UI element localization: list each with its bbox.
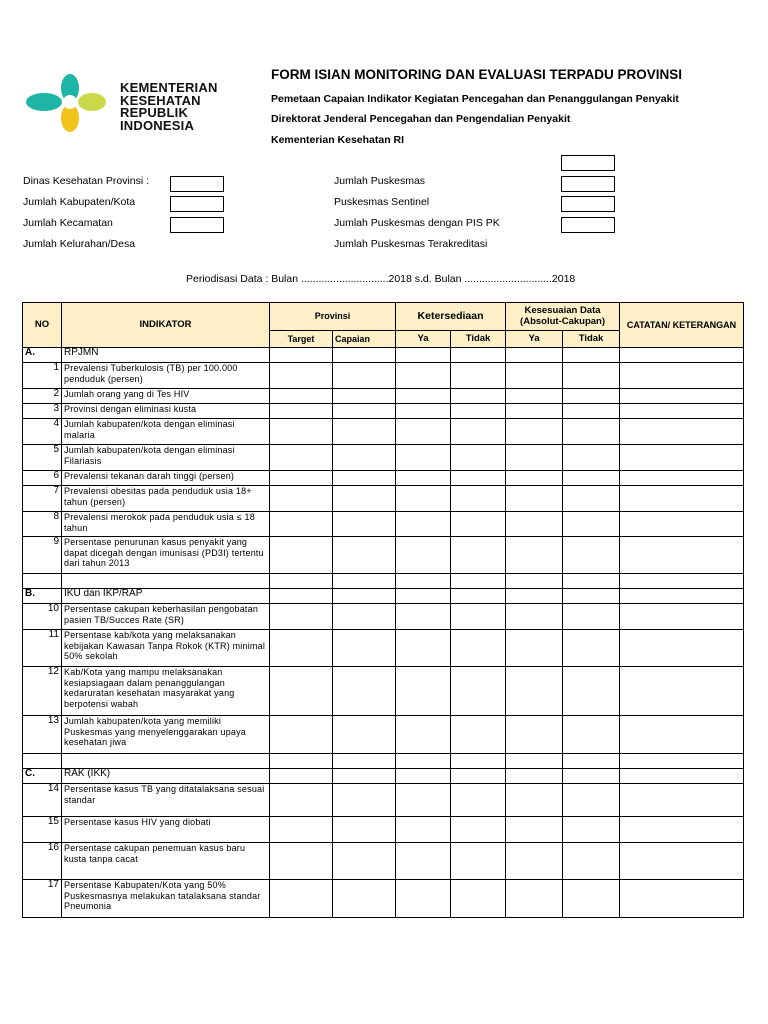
- spacer-row: [23, 574, 744, 589]
- table-row: [23, 843, 744, 880]
- tidak-cell[interactable]: [563, 604, 620, 630]
- section-title: IKU dan IKP/RAP: [62, 589, 270, 604]
- tidak-cell[interactable]: [563, 419, 620, 445]
- ya-cell[interactable]: [506, 667, 563, 716]
- catatan-cell[interactable]: [620, 769, 744, 784]
- col-ketersediaan: Ketersediaan: [396, 303, 506, 331]
- indicator-table: [22, 302, 744, 918]
- target-cell[interactable]: [270, 769, 333, 784]
- target-cell[interactable]: [270, 348, 333, 363]
- section-row: [23, 769, 744, 784]
- row-no: 3: [23, 404, 62, 419]
- row-indicator: Persentase cakupan keberhasilan pengobatan pasien TB/Succes Rate (SR): [62, 604, 270, 630]
- tidak-cell[interactable]: [451, 363, 506, 389]
- ya-cell[interactable]: [506, 363, 563, 389]
- row-no: 10: [23, 604, 62, 630]
- tidak-cell[interactable]: [451, 404, 506, 419]
- col-provinsi: Provinsi: [270, 303, 396, 331]
- ya-cell[interactable]: [396, 817, 451, 843]
- kelurahan-label: Jumlah Kelurahan/Desa: [23, 238, 136, 250]
- table-row: [23, 630, 744, 667]
- target-cell[interactable]: [270, 880, 333, 918]
- target-cell[interactable]: [270, 419, 333, 445]
- row-indicator: Persentase kab/kota yang melaksanakan kebijakan Kawasan Tanpa Rokok (KTR) minimal 50% sekolah: [62, 630, 270, 667]
- capaian-cell[interactable]: [333, 445, 396, 471]
- subtitle-line-1: Pemetaan Capaian Indikator Kegiatan Pencegahan dan Penanggulangan Penyakit: [271, 93, 679, 105]
- ya-cell[interactable]: [506, 589, 563, 604]
- catatan-cell[interactable]: [620, 471, 744, 486]
- kabkota-field[interactable]: [170, 196, 224, 212]
- table-row: [23, 389, 744, 404]
- logo-line: KESEHATAN: [120, 92, 201, 108]
- period-line: Periodisasi Data : Bulan ..............................2018 s.d. Bulan ..............................2018: [186, 273, 576, 285]
- tidak-cell[interactable]: [563, 486, 620, 512]
- ya-cell[interactable]: [506, 486, 563, 512]
- ya-cell[interactable]: [396, 667, 451, 716]
- catatan-cell[interactable]: [620, 404, 744, 419]
- col-capaian: Capaian: [333, 331, 396, 348]
- target-cell[interactable]: [270, 843, 333, 880]
- extra-field[interactable]: [561, 155, 615, 171]
- ya-cell[interactable]: [506, 880, 563, 918]
- tidak-cell[interactable]: [563, 589, 620, 604]
- table-row: [23, 817, 744, 843]
- ya-cell[interactable]: [396, 784, 451, 817]
- section-no: A.: [23, 348, 62, 363]
- ya-cell[interactable]: [396, 471, 451, 486]
- capaian-cell[interactable]: [333, 404, 396, 419]
- form-title: FORM ISIAN MONITORING DAN EVALUASI TERPADU PROVINSI: [271, 67, 683, 82]
- tidak-cell[interactable]: [451, 784, 506, 817]
- target-cell[interactable]: [270, 486, 333, 512]
- dinas-label: Dinas Kesehatan Provinsi :: [23, 175, 150, 187]
- ya-cell[interactable]: [506, 817, 563, 843]
- capaian-cell[interactable]: [333, 784, 396, 817]
- tidak-cell[interactable]: [563, 880, 620, 918]
- table-row: [23, 486, 744, 512]
- ya-cell[interactable]: [396, 445, 451, 471]
- target-cell[interactable]: [270, 589, 333, 604]
- ya-cell[interactable]: [506, 419, 563, 445]
- tidak-cell[interactable]: [563, 512, 620, 537]
- row-indicator: Persentase kasus TB yang ditatalaksana sesuai standar: [62, 784, 270, 817]
- capaian-cell[interactable]: [333, 348, 396, 363]
- ya-cell[interactable]: [506, 784, 563, 817]
- tidak-cell[interactable]: [563, 363, 620, 389]
- ya-cell[interactable]: [396, 363, 451, 389]
- row-indicator: Prevalensi Tuberkulosis (TB) per 100.000 penduduk (persen): [62, 363, 270, 389]
- tidak-cell[interactable]: [563, 843, 620, 880]
- puskesmas-label: Jumlah Puskesmas: [334, 175, 426, 187]
- target-cell[interactable]: [270, 716, 333, 754]
- capaian-cell[interactable]: [333, 769, 396, 784]
- row-no: 13: [23, 716, 62, 754]
- ya-cell[interactable]: [396, 419, 451, 445]
- capaian-cell[interactable]: [333, 716, 396, 754]
- catatan-cell[interactable]: [620, 880, 744, 918]
- sentinel-label: Puskesmas Sentinel: [334, 196, 430, 208]
- col-no: NO: [23, 303, 62, 348]
- capaian-cell[interactable]: [333, 512, 396, 537]
- ya-cell[interactable]: [396, 880, 451, 918]
- ya-cell[interactable]: [506, 716, 563, 754]
- tidak-cell[interactable]: [451, 348, 506, 363]
- kecamatan-label: Jumlah Kecamatan: [23, 217, 113, 229]
- row-no: 8: [23, 512, 62, 537]
- logo-line: INDONESIA: [120, 117, 195, 133]
- tidak-cell[interactable]: [451, 716, 506, 754]
- logo-wordmark: [120, 82, 218, 132]
- catatan-cell[interactable]: [620, 537, 744, 574]
- section-no: C.: [23, 769, 62, 784]
- tidak-cell[interactable]: [451, 389, 506, 404]
- capaian-cell[interactable]: [333, 667, 396, 716]
- tidak-cell[interactable]: [451, 419, 506, 445]
- ya-cell[interactable]: [506, 471, 563, 486]
- col-tidak-kesesuaian: Tidak: [563, 331, 620, 348]
- row-indicator: Jumlah kabupaten/kota dengan eliminasi malaria: [62, 419, 270, 445]
- tidak-cell[interactable]: [563, 716, 620, 754]
- target-cell[interactable]: [270, 817, 333, 843]
- row-indicator: Jumlah kabupaten/kota dengan eliminasi Filariasis: [62, 445, 270, 471]
- catatan-cell[interactable]: [620, 716, 744, 754]
- tidak-cell[interactable]: [451, 667, 506, 716]
- tidak-cell[interactable]: [451, 604, 506, 630]
- catatan-cell[interactable]: [620, 630, 744, 667]
- ya-cell[interactable]: [506, 348, 563, 363]
- akreditasi-label: Jumlah Puskesmas Terakreditasi: [334, 238, 488, 250]
- row-no: 17: [23, 880, 62, 918]
- table-row: [23, 404, 744, 419]
- table-row: [23, 667, 744, 716]
- col-ya-ketersediaan: Ya: [396, 331, 451, 348]
- col-target: Target: [270, 331, 333, 348]
- catatan-cell[interactable]: [620, 817, 744, 843]
- table-row: [23, 604, 744, 630]
- ya-cell[interactable]: [396, 769, 451, 784]
- target-cell[interactable]: [270, 404, 333, 419]
- table-row: [23, 880, 744, 918]
- target-cell[interactable]: [270, 363, 333, 389]
- pispk-field[interactable]: [561, 217, 615, 233]
- target-cell[interactable]: [270, 630, 333, 667]
- catatan-cell[interactable]: [620, 604, 744, 630]
- row-indicator: Provinsi dengan eliminasi kusta: [62, 404, 270, 419]
- table-row: [23, 784, 744, 817]
- tidak-cell[interactable]: [451, 486, 506, 512]
- row-no: 14: [23, 784, 62, 817]
- capaian-cell[interactable]: [333, 604, 396, 630]
- tidak-cell[interactable]: [563, 404, 620, 419]
- row-no: 11: [23, 630, 62, 667]
- row-no: 16: [23, 843, 62, 880]
- ya-cell[interactable]: [396, 512, 451, 537]
- target-cell[interactable]: [270, 471, 333, 486]
- ya-cell[interactable]: [506, 604, 563, 630]
- catatan-cell[interactable]: [620, 512, 744, 537]
- ya-cell[interactable]: [396, 537, 451, 574]
- tidak-cell[interactable]: [451, 445, 506, 471]
- pispk-label: Jumlah Puskesmas dengan PIS PK: [334, 217, 500, 229]
- row-indicator: Prevalensi obesitas pada penduduk usia 18+ tahun (persen): [62, 486, 270, 512]
- tidak-cell[interactable]: [563, 389, 620, 404]
- target-cell[interactable]: [270, 784, 333, 817]
- row-indicator: Prevalensi tekanan darah tinggi (persen): [62, 471, 270, 486]
- capaian-cell[interactable]: [333, 817, 396, 843]
- ya-cell[interactable]: [396, 404, 451, 419]
- table-row: [23, 363, 744, 389]
- tidak-cell[interactable]: [451, 843, 506, 880]
- capaian-cell[interactable]: [333, 471, 396, 486]
- catatan-cell[interactable]: [620, 843, 744, 880]
- ya-cell[interactable]: [506, 389, 563, 404]
- col-ya-kesesuaian: Ya: [506, 331, 563, 348]
- row-indicator: Jumlah kabupaten/kota yang memiliki Puskesmas yang menyelenggarakan upaya kesehatan jiwa: [62, 716, 270, 754]
- tidak-cell[interactable]: [563, 817, 620, 843]
- tidak-cell[interactable]: [563, 630, 620, 667]
- ya-cell[interactable]: [396, 716, 451, 754]
- section-row: [23, 348, 744, 363]
- kabkota-label: Jumlah Kabupaten/Kota: [23, 196, 136, 208]
- sentinel-field[interactable]: [561, 196, 615, 212]
- row-indicator: Jumlah orang yang di Tes HIV: [62, 389, 270, 404]
- tidak-cell[interactable]: [451, 512, 506, 537]
- row-no: 9: [23, 537, 62, 574]
- target-cell[interactable]: [270, 445, 333, 471]
- section-title: RPJMN: [62, 348, 270, 363]
- catatan-cell[interactable]: [620, 445, 744, 471]
- tidak-cell[interactable]: [563, 667, 620, 716]
- section-title: RAK (IKK): [62, 769, 270, 784]
- capaian-cell[interactable]: [333, 843, 396, 880]
- kecamatan-field[interactable]: [170, 217, 224, 233]
- col-kesesuaian: [506, 303, 620, 331]
- tidak-cell[interactable]: [563, 471, 620, 486]
- row-indicator: Persentase kasus HIV yang diobati: [62, 817, 270, 843]
- section-no: B.: [23, 589, 62, 604]
- catatan-cell[interactable]: [620, 363, 744, 389]
- subtitle-line-3: Kementerian Kesehatan RI: [271, 134, 405, 146]
- row-indicator: Persentase Kabupaten/Kota yang 50% Puskesmasnya melakukan tatalaksana standar Pneumonia: [62, 880, 270, 918]
- tidak-cell[interactable]: [451, 880, 506, 918]
- table-row: [23, 471, 744, 486]
- tidak-cell[interactable]: [563, 348, 620, 363]
- ya-cell[interactable]: [506, 445, 563, 471]
- ya-cell[interactable]: [396, 389, 451, 404]
- tidak-cell[interactable]: [451, 817, 506, 843]
- table-row: [23, 716, 744, 754]
- ya-cell[interactable]: [396, 630, 451, 667]
- tidak-cell[interactable]: [563, 769, 620, 784]
- tidak-cell[interactable]: [563, 537, 620, 574]
- kesesuaian-line-1: Kesesuaian Data: [524, 305, 601, 316]
- spacer-row: [23, 754, 744, 769]
- catatan-cell[interactable]: [620, 348, 744, 363]
- row-no: 6: [23, 471, 62, 486]
- tidak-cell[interactable]: [563, 445, 620, 471]
- catatan-cell[interactable]: [620, 589, 744, 604]
- target-cell[interactable]: [270, 604, 333, 630]
- catatan-cell[interactable]: [620, 419, 744, 445]
- row-no: 7: [23, 486, 62, 512]
- kesesuaian-line-2: (Absolut-Cakupan): [520, 315, 606, 327]
- capaian-cell[interactable]: [333, 363, 396, 389]
- ministry-logo: [24, 72, 234, 138]
- table-row: [23, 537, 744, 574]
- row-no: 1: [23, 363, 62, 389]
- tidak-cell[interactable]: [451, 769, 506, 784]
- row-no: 12: [23, 667, 62, 716]
- col-indikator: INDIKATOR: [62, 303, 270, 348]
- capaian-cell[interactable]: [333, 630, 396, 667]
- row-no: 4: [23, 419, 62, 445]
- capaian-cell[interactable]: [333, 419, 396, 445]
- table-row: [23, 445, 744, 471]
- ya-cell[interactable]: [396, 604, 451, 630]
- tidak-cell[interactable]: [451, 589, 506, 604]
- capaian-cell[interactable]: [333, 486, 396, 512]
- catatan-cell[interactable]: [620, 389, 744, 404]
- ya-cell[interactable]: [396, 843, 451, 880]
- logo-line: REPUBLIK: [120, 105, 189, 120]
- ya-cell[interactable]: [506, 843, 563, 880]
- ministry-emblem-icon: [24, 72, 116, 138]
- logo-line: KEMENTERIAN: [120, 80, 218, 95]
- target-cell[interactable]: [270, 667, 333, 716]
- ya-cell[interactable]: [506, 630, 563, 667]
- tidak-cell[interactable]: [563, 784, 620, 817]
- col-catatan: CATATAN/ KETERANGAN: [620, 303, 744, 348]
- tidak-cell[interactable]: [451, 471, 506, 486]
- target-cell[interactable]: [270, 512, 333, 537]
- catatan-cell[interactable]: [620, 486, 744, 512]
- row-no: 15: [23, 817, 62, 843]
- ya-cell[interactable]: [506, 537, 563, 574]
- col-tidak-ketersediaan: Tidak: [451, 331, 506, 348]
- ya-cell[interactable]: [396, 348, 451, 363]
- ya-cell[interactable]: [506, 769, 563, 784]
- row-indicator: Kab/Kota yang mampu melaksanakan kesiapsiagaan dalam penanggulangan kedaruratan kesehatan masyarakat yang berpotensi wabah: [62, 667, 270, 716]
- catatan-cell[interactable]: [620, 784, 744, 817]
- tidak-cell[interactable]: [451, 537, 506, 574]
- puskesmas-field[interactable]: [561, 176, 615, 192]
- row-no: 2: [23, 389, 62, 404]
- row-indicator: Persentase penurunan kasus penyakit yang dapat dicegah dengan imunisasi (PD3I) tertentu dari tahun 2013: [62, 537, 270, 574]
- tidak-cell[interactable]: [451, 630, 506, 667]
- ya-cell[interactable]: [506, 404, 563, 419]
- row-indicator: Persentase cakupan penemuan kasus baru kusta tanpa cacat: [62, 843, 270, 880]
- capaian-cell[interactable]: [333, 880, 396, 918]
- table-row: [23, 512, 744, 537]
- capaian-cell[interactable]: [333, 389, 396, 404]
- dinas-field[interactable]: [170, 176, 224, 192]
- target-cell[interactable]: [270, 389, 333, 404]
- ya-cell[interactable]: [396, 589, 451, 604]
- ya-cell[interactable]: [396, 486, 451, 512]
- ya-cell[interactable]: [506, 512, 563, 537]
- capaian-cell[interactable]: [333, 537, 396, 574]
- table-row: [23, 419, 744, 445]
- capaian-cell[interactable]: [333, 589, 396, 604]
- target-cell[interactable]: [270, 537, 333, 574]
- section-row: [23, 589, 744, 604]
- row-no: 5: [23, 445, 62, 471]
- row-indicator: Prevalensi merokok pada penduduk usia ≤ 18 tahun: [62, 512, 270, 537]
- subtitle-line-2: Direktorat Jenderal Pencegahan dan Pengendalian Penyakit: [271, 113, 571, 125]
- catatan-cell[interactable]: [620, 667, 744, 716]
